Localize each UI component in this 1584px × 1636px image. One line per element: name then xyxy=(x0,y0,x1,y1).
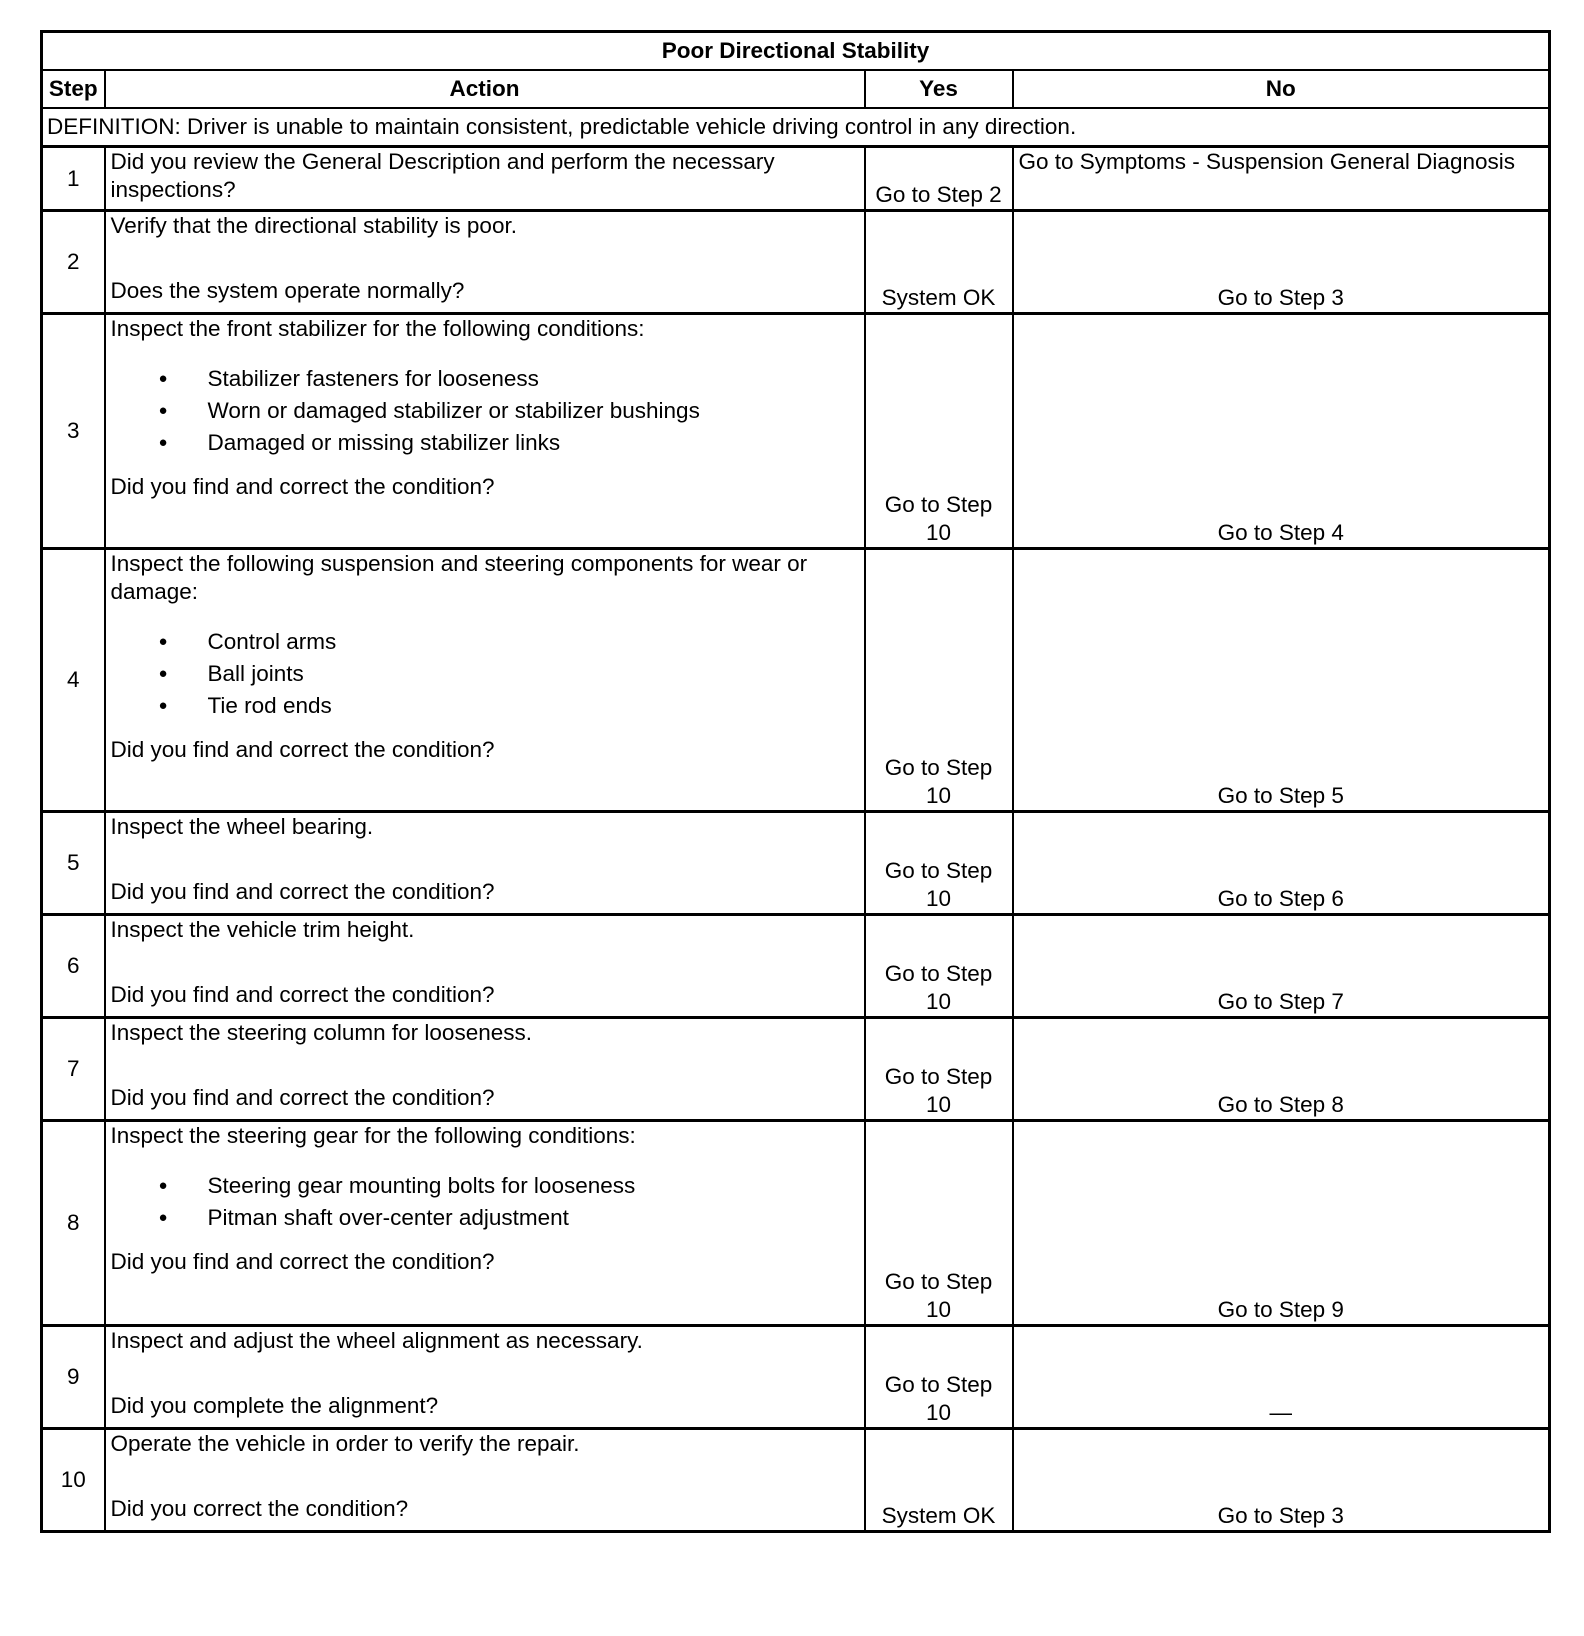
yes-result: Go to Step 10 xyxy=(865,812,1013,915)
condition-list-item: ● Control arms xyxy=(111,626,859,658)
table-row xyxy=(42,812,1550,915)
condition-list-item: ● Worn or damaged stabilizer or stabilizer bushings xyxy=(111,395,859,427)
table-row xyxy=(42,1018,1550,1121)
action-question: Did you find and correct the condition? xyxy=(110,982,495,1007)
no-result: Go to Step 9 xyxy=(1013,1121,1550,1326)
no-result: Go to Step 8 xyxy=(1013,1018,1550,1121)
step-number: 2 xyxy=(42,211,105,314)
diagnostic-table xyxy=(40,30,1551,1533)
action-instruction: Inspect the front stabilizer for the following conditions: xyxy=(110,316,645,341)
no-result: Go to Symptoms - Suspension General Diagnosis xyxy=(1013,147,1550,211)
table-row xyxy=(42,147,1550,211)
step-number: 3 xyxy=(42,314,105,549)
column-header-step: Step xyxy=(42,70,105,108)
action-cell xyxy=(105,147,865,211)
action-cell xyxy=(105,1429,865,1532)
condition-list-item: ● Steering gear mounting bolts for looseness xyxy=(111,1170,859,1202)
step-number: 8 xyxy=(42,1121,105,1326)
step-number: 1 xyxy=(42,147,105,211)
table-row xyxy=(42,1429,1550,1532)
spacer xyxy=(111,1355,859,1392)
step-number: 6 xyxy=(42,915,105,1018)
action-cell xyxy=(105,812,865,915)
condition-list-item: ● Damaged or missing stabilizer links xyxy=(111,427,859,459)
no-result: Go to Step 6 xyxy=(1013,812,1550,915)
action-question: Did you find and correct the condition? xyxy=(110,1085,495,1110)
action-instruction: Did you review the General Description and perform the necessary inspections? xyxy=(110,149,775,202)
action-instruction: Inspect the following suspension and steering components for wear or damage: xyxy=(110,551,808,604)
column-header-yes: Yes xyxy=(865,70,1013,108)
column-header-no: No xyxy=(1013,70,1550,108)
action-question: Did you find and correct the condition? xyxy=(110,474,495,499)
spacer xyxy=(111,944,859,981)
action-question: Does the system operate normally? xyxy=(110,278,465,303)
action-cell xyxy=(105,211,865,314)
action-cell xyxy=(105,1121,865,1326)
table-title: Poor Directional Stability xyxy=(42,32,1550,71)
yes-result: Go to Step 10 xyxy=(865,1018,1013,1121)
definition-text: DEFINITION: Driver is unable to maintain consistent, predictable vehicle driving control in any direction. xyxy=(42,108,1550,147)
action-instruction: Inspect the wheel bearing. xyxy=(110,814,374,839)
spacer xyxy=(111,240,859,277)
table-row xyxy=(42,915,1550,1018)
spacer xyxy=(111,1458,859,1495)
action-instruction: Inspect the steering gear for the following conditions: xyxy=(110,1123,636,1148)
yes-result: Go to Step 10 xyxy=(865,1326,1013,1429)
action-question: Did you correct the condition? xyxy=(110,1496,409,1521)
table-row xyxy=(42,1121,1550,1326)
no-result: Go to Step 7 xyxy=(1013,915,1550,1018)
step-number: 10 xyxy=(42,1429,105,1532)
spacer xyxy=(111,841,859,878)
table-row xyxy=(42,314,1550,549)
table-row xyxy=(42,549,1550,812)
action-question: Did you find and correct the condition? xyxy=(110,879,495,904)
no-result: Go to Step 5 xyxy=(1013,549,1550,812)
action-question: Did you find and correct the condition? xyxy=(110,737,495,762)
yes-result: System OK xyxy=(865,1429,1013,1532)
condition-list xyxy=(111,1170,859,1234)
spacer xyxy=(111,1047,859,1084)
action-instruction: Inspect the steering column for looseness. xyxy=(110,1020,532,1045)
step-number: 9 xyxy=(42,1326,105,1429)
step-number: 7 xyxy=(42,1018,105,1121)
action-cell xyxy=(105,1326,865,1429)
step-number: 5 xyxy=(42,812,105,915)
condition-list xyxy=(111,626,859,722)
no-result: Go to Step 3 xyxy=(1013,211,1550,314)
no-result: Go to Step 4 xyxy=(1013,314,1550,549)
action-instruction: Inspect and adjust the wheel alignment as necessary. xyxy=(110,1328,643,1353)
yes-result: Go to Step 10 xyxy=(865,915,1013,1018)
action-cell xyxy=(105,1018,865,1121)
condition-list-item: ● Ball joints xyxy=(111,658,859,690)
condition-list-item: ● Pitman shaft over-center adjustment xyxy=(111,1202,859,1234)
yes-result: Go to Step 10 xyxy=(865,314,1013,549)
table-row xyxy=(42,211,1550,314)
no-result: Go to Step 3 xyxy=(1013,1429,1550,1532)
condition-list xyxy=(111,363,859,459)
no-result: — xyxy=(1013,1326,1550,1429)
condition-list-item: ● Stabilizer fasteners for looseness xyxy=(111,363,859,395)
yes-result: Go to Step 2 xyxy=(865,147,1013,211)
column-header-action: Action xyxy=(105,70,865,108)
action-cell xyxy=(105,915,865,1018)
table-row xyxy=(42,1326,1550,1429)
condition-list-item: ● Tie rod ends xyxy=(111,690,859,722)
yes-result: System OK xyxy=(865,211,1013,314)
action-instruction: Verify that the directional stability is poor. xyxy=(110,213,517,238)
yes-result: Go to Step 10 xyxy=(865,549,1013,812)
action-question: Did you complete the alignment? xyxy=(110,1393,439,1418)
action-cell xyxy=(105,314,865,549)
yes-result: Go to Step 10 xyxy=(865,1121,1013,1326)
action-question: Did you find and correct the condition? xyxy=(110,1249,495,1274)
step-number: 4 xyxy=(42,549,105,812)
action-cell xyxy=(105,549,865,812)
table-body xyxy=(42,147,1550,1532)
action-instruction: Operate the vehicle in order to verify the repair. xyxy=(110,1431,580,1456)
action-instruction: Inspect the vehicle trim height. xyxy=(110,917,415,942)
